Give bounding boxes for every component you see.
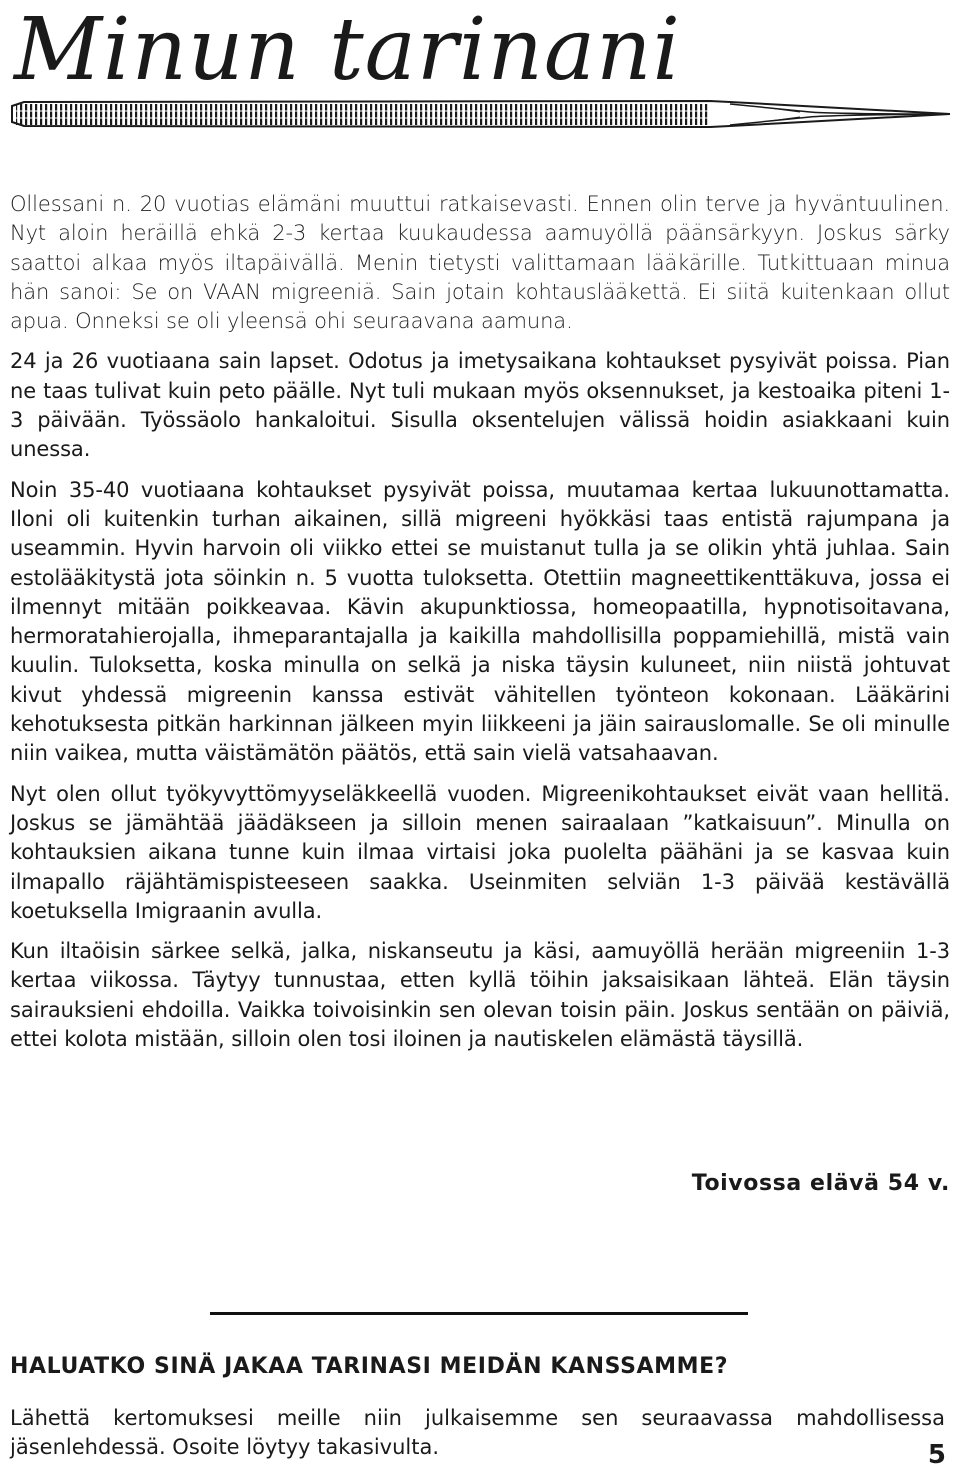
story-paragraph-1: Ollessani n. 20 vuotias elämäni muuttui ratkaisevasti. Ennen olin terve ja hyväntuulinen. Nyt aloin heräillä ehkä 2-3 kertaa kuukaudessa aamuyöllä päänsärkyyn. Joskus särky saattoi alkaa myös iltapäivällä. Menin tietysti valittamaan lääkärille. Tutkittuaan minua hän sanoi: Se on VAAN migreeniä. Sain jotain kohtauslääkettä. Ei siitä kuitenkaan ollut apua. Onneksi se oli yleensä ohi seuraavana aamuna. <box>10 192 950 334</box>
story-paragraph-5: Kun iltaöisin särkee selkä, jalka, niskanseutu ja käsi, aamuyöllä herään migreeniin 1-3 kertaa viikossa. Täytyy tunnustaa, etten kyllä töihin jaksaisikaan lähteä. Elän täysin sairauksieni ehdoilla. Vaikka toivoisinkin sen olevan toisin päin. Joskus sentään on päiviä, ettei kolota mistään, silloin olen tosi iloinen ja nautiskelen elämästä täysillä. <box>10 939 950 1052</box>
article-body <box>10 190 950 1065</box>
story-paragraph-3: Noin 35-40 vuotiaana kohtaukset pysyivät poissa, muutamaa kertaa lukuunottamatta. Iloni oli kuitenkin turhan aikainen, sillä migreeni hyökkäsi taas entistä rajumpana ja useammin. Hyvin harvoin oli viikko ettei se muistanut tulla ja se olikin yhtä juhlaa. Sain estolääkitystä jota söinkin n. 5 vuotta tuloksetta. Otettiin magneettikenttäkuva, jossa ei ilmennyt mitään poikkeavaa. Kävin akupunktiossa, homeopaatilla, hypnotisoitavana, hermoratahierojalla, ihmeparantajalla ja kaikilla mahdollisilla poppamiehillä, mistä vain kuulin. Tuloksetta, koska minulla on selkä ja niska täysin kuluneet, niin niistä johtuvat kivut yhdessä migreenin kanssa estivät vähitellen työnteon kokonaan. Lääkärini kehotuksesta pitkän harkinnan jälkeen myin liikkeeni ja jäin sairauslomalle. Se oli minulle niin vaikea, mutta väistämätön päätös, että sain vielä vatsahaavan. <box>10 477 950 766</box>
author-signature: Toivossa elävä 54 v. <box>691 1171 950 1196</box>
article-title: Minun tarinani <box>14 0 682 100</box>
section-divider <box>210 1312 748 1315</box>
callout-heading: HALUATKO SINÄ JAKAA TARINASI MEIDÄN KANSSAMME? <box>10 1354 729 1379</box>
story-paragraph-4: Nyt olen ollut työkyvyttömyyseläkkeellä vuoden. Migreenikohtaukset eivät vaan hellitä. Joskus se jämähtää jäädäkseen ja silloin menen sairaalaan ”katkaisuun”. Minulla on kohtauksien aikana tunne kuin ilmaa virtaisi joka puolelta päähäni ja se kasvaa kuin ilmapallo räjähtämispisteeseen saakka. Useinmiten selviän 1-3 päivää kestävällä koetuksella Imigraanin avulla. <box>10 781 950 923</box>
callout-text: Lähettä kertomuksesi meille niin julkaisemme sen seuraavassa mahdollisessa jäsenlehdessä. Osoite löytyy takasivulta. <box>10 1406 945 1460</box>
story-paragraph-2: 24 ja 26 vuotiaana sain lapset. Odotus ja imetysaikana kohtaukset pysyivät poissa. Pian ne taas tulivat kuin peto päälle. Nyt tuli mukaan myös oksennukset, ja kestoaika piteni 1-3 päivään. Työssäolo hankaloitui. Sisulla oksentelujen välissä hoidin asiakkaani kuin unessa. <box>10 349 950 462</box>
page-number: 5 <box>927 1440 946 1470</box>
pencil-icon <box>10 96 950 146</box>
